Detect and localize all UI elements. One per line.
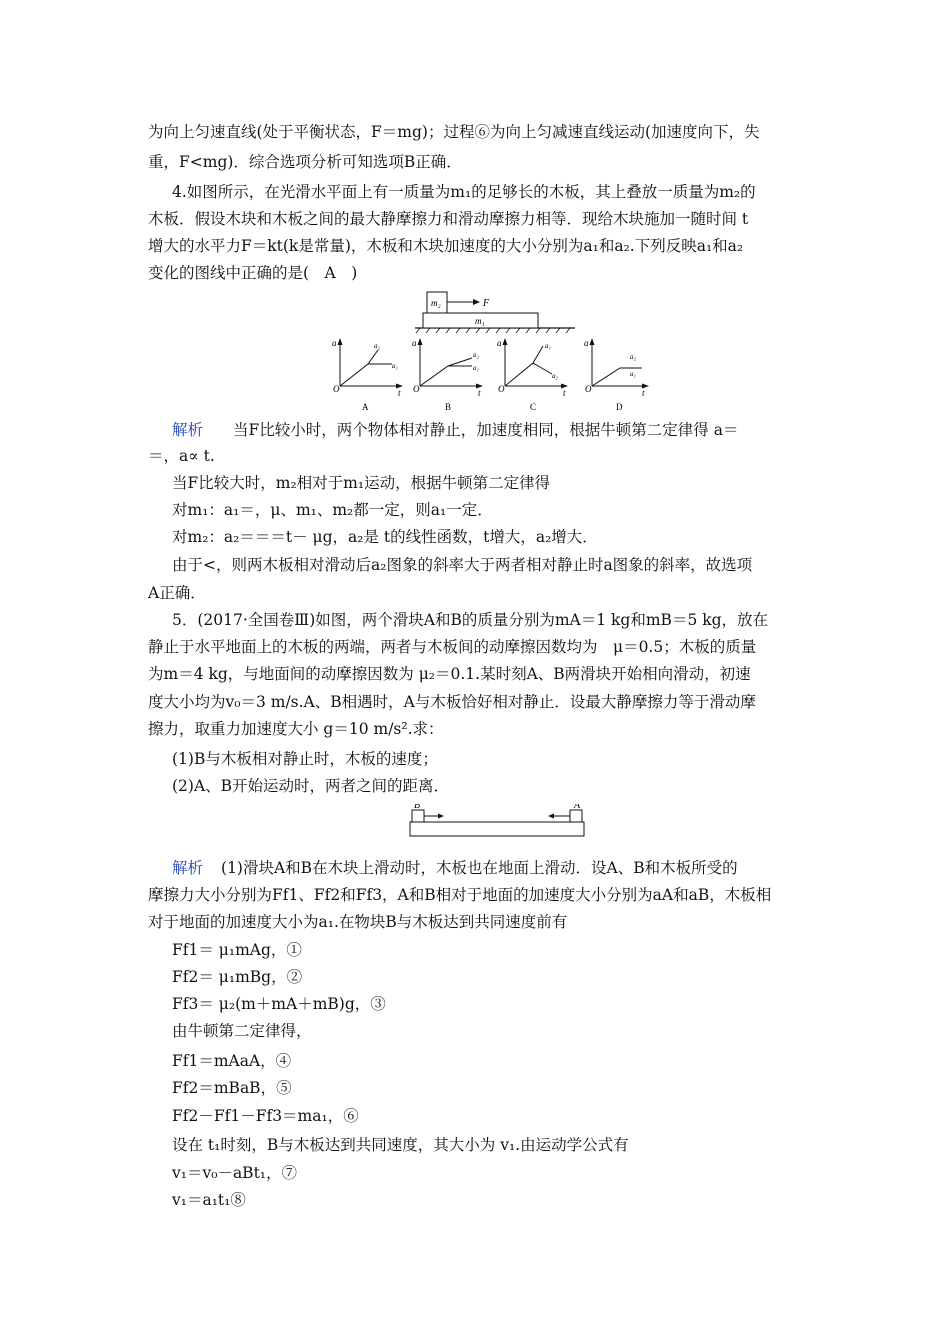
figure-blocks-graphs <box>330 286 650 416</box>
block-b-label: B <box>414 804 421 811</box>
origin-label: O <box>333 384 340 394</box>
origin-label: O <box>585 384 592 394</box>
text-line: A正确． <box>148 584 206 602</box>
equation-line: Ff1＝mAaA，④ <box>172 1052 292 1070</box>
solution-line <box>172 420 832 440</box>
text-line: 当F比较大时，m₂相对于m₁运动，根据牛顿第二定律得 <box>172 474 551 492</box>
equation-line: v₁＝a₁t₁⑧ <box>172 1191 246 1209</box>
text-line: 木板．假设木块和木板之间的最大静摩擦力和滑动摩擦力相等．现给木块施加一随时间 t <box>148 210 749 228</box>
a1-label: a₁ <box>545 342 551 350</box>
axis-t-label: t <box>478 388 481 398</box>
jiexi-label: 解析 <box>172 421 204 439</box>
a2-label: a₂ <box>473 351 479 359</box>
equation-line: Ff3＝ μ₂(m＋mA＋mB)g，③ <box>172 995 386 1013</box>
jiexi-label: 解析 <box>172 859 204 877</box>
text-line: (1)B与木板相对静止时，木板的速度； <box>172 750 438 768</box>
text-line: 重，F<mg)．综合选项分析可知选项B正确． <box>148 153 462 171</box>
a2-label: a₂ <box>552 372 558 380</box>
axis-a-label: a <box>412 338 417 348</box>
text-line: 由于<，则两木板相对滑动后a₂图象的斜率大于两者相对静止时a图象的斜率，故选项 <box>172 556 753 574</box>
a1-label: a₁ <box>630 370 636 378</box>
graph-a <box>332 338 403 412</box>
text-line: 由牛顿第二定律得， <box>172 1022 312 1040</box>
figure-board-blocks <box>400 804 595 846</box>
block-a-label: A <box>574 804 581 811</box>
text-line: 增大的水平力F＝kt(k是常量)，木板和木块加速度的大小分别为a₁和a₂.下列反映a₁和a₂ <box>148 237 744 255</box>
text-line: 擦力，取重力加速度大小 g＝10 m/s².求： <box>148 720 444 738</box>
text-line: (2)A、B开始运动时，两者之间的距离． <box>172 777 450 795</box>
force-label: F <box>483 298 490 309</box>
axis-a-label: a <box>584 338 589 348</box>
text-line: 对于地面的加速度大小为a₁.在物块B与木板达到共同速度前有 <box>148 913 568 931</box>
text-line: 变化的图线中正确的是( A ) <box>148 264 358 282</box>
question-4-line: 4.如图所示，在光滑水平面上有一质量为m₁的足够长的木板，其上叠放一质量为m₂的 <box>172 183 756 201</box>
a2-label: a₂ <box>630 353 636 361</box>
question-5-line: 5．(2017·全国卷Ⅲ)如图，两个滑块A和B的质量分别为mA＝1 kg和mB＝5 kg，放在 <box>172 611 769 629</box>
text-line: ＝，a∝ t. <box>148 447 215 465</box>
text-line: 对m₂：a₂＝＝＝t－ μg，a₂是 t的线性函数，t增大，a₂增大． <box>172 528 598 546</box>
graph-b <box>412 338 483 412</box>
graph-c <box>497 338 568 412</box>
axis-a-label: a <box>332 338 337 348</box>
origin-label: O <box>498 384 505 394</box>
text-line: 度大小均为v₀＝3 m/s.A、B相遇时，A与木板恰好相对静止．设最大静摩擦力等于滑动摩 <box>148 693 756 711</box>
equation-line: Ff2＝ μ₁mBg，② <box>172 968 303 986</box>
equation-line: Ff2－Ff1－Ff3＝ma₁，⑥ <box>172 1107 359 1125</box>
m2-label: m₂ <box>431 298 441 308</box>
text-line: 为向上匀速直线(处于平衡状态，F＝mg)；过程⑥为向上匀减速直线运动(加速度向下，失 <box>148 123 760 141</box>
text-line: 静止于水平地面上的木板的两端，两者与木板间的动摩擦因数均为 μ＝0.5；木板的质量 <box>148 638 757 656</box>
a1-label: a₁ <box>473 364 479 372</box>
graph-label: B <box>445 402 452 412</box>
graph-label: D <box>616 402 623 412</box>
axis-t-label: t <box>398 388 401 398</box>
equation-line: v₁＝v₀－aBt₁，⑦ <box>172 1164 298 1182</box>
solution-text: 当F比较小时，两个物体相对静止，加速度相同，根据牛顿第二定律得 a＝ <box>233 421 739 439</box>
axis-a-label: a <box>497 338 502 348</box>
solution-text: (1)滑块A和B在木块上滑动时，木板也在地面上滑动．设A、B和木板所受的 <box>221 859 738 877</box>
origin-label: O <box>413 384 420 394</box>
graph-d <box>584 338 649 412</box>
a1-label: a₁ <box>392 362 398 370</box>
a2-label: a₂ <box>374 342 380 350</box>
text-line: 对m₁：a₁＝，μ、m₁、m₂都一定，则a₁一定． <box>172 501 493 519</box>
text-line: 摩擦力大小分别为Ff1、Ff2和Ff3，A和B相对于地面的加速度大小分别为aA和aB，木板相 <box>148 886 772 904</box>
text-line: 设在 t₁时刻，B与木板达到共同速度，其大小为 v₁.由运动学公式有 <box>172 1136 629 1154</box>
equation-line: Ff1＝ μ₁mAg，① <box>172 941 302 959</box>
m1-label: m₁ <box>475 316 485 326</box>
text-line: 为m＝4 kg，与地面间的动摩擦因数为 μ₂＝0.1.某时刻A、B两滑块开始相向滑动，初速 <box>148 665 751 683</box>
equation-line: Ff2＝mBaB，⑤ <box>172 1079 292 1097</box>
axis-t-label: t <box>563 388 566 398</box>
solution-line <box>172 858 832 878</box>
axis-t-label: t <box>642 388 645 398</box>
graph-label: C <box>530 402 537 412</box>
graph-label: A <box>362 402 369 412</box>
